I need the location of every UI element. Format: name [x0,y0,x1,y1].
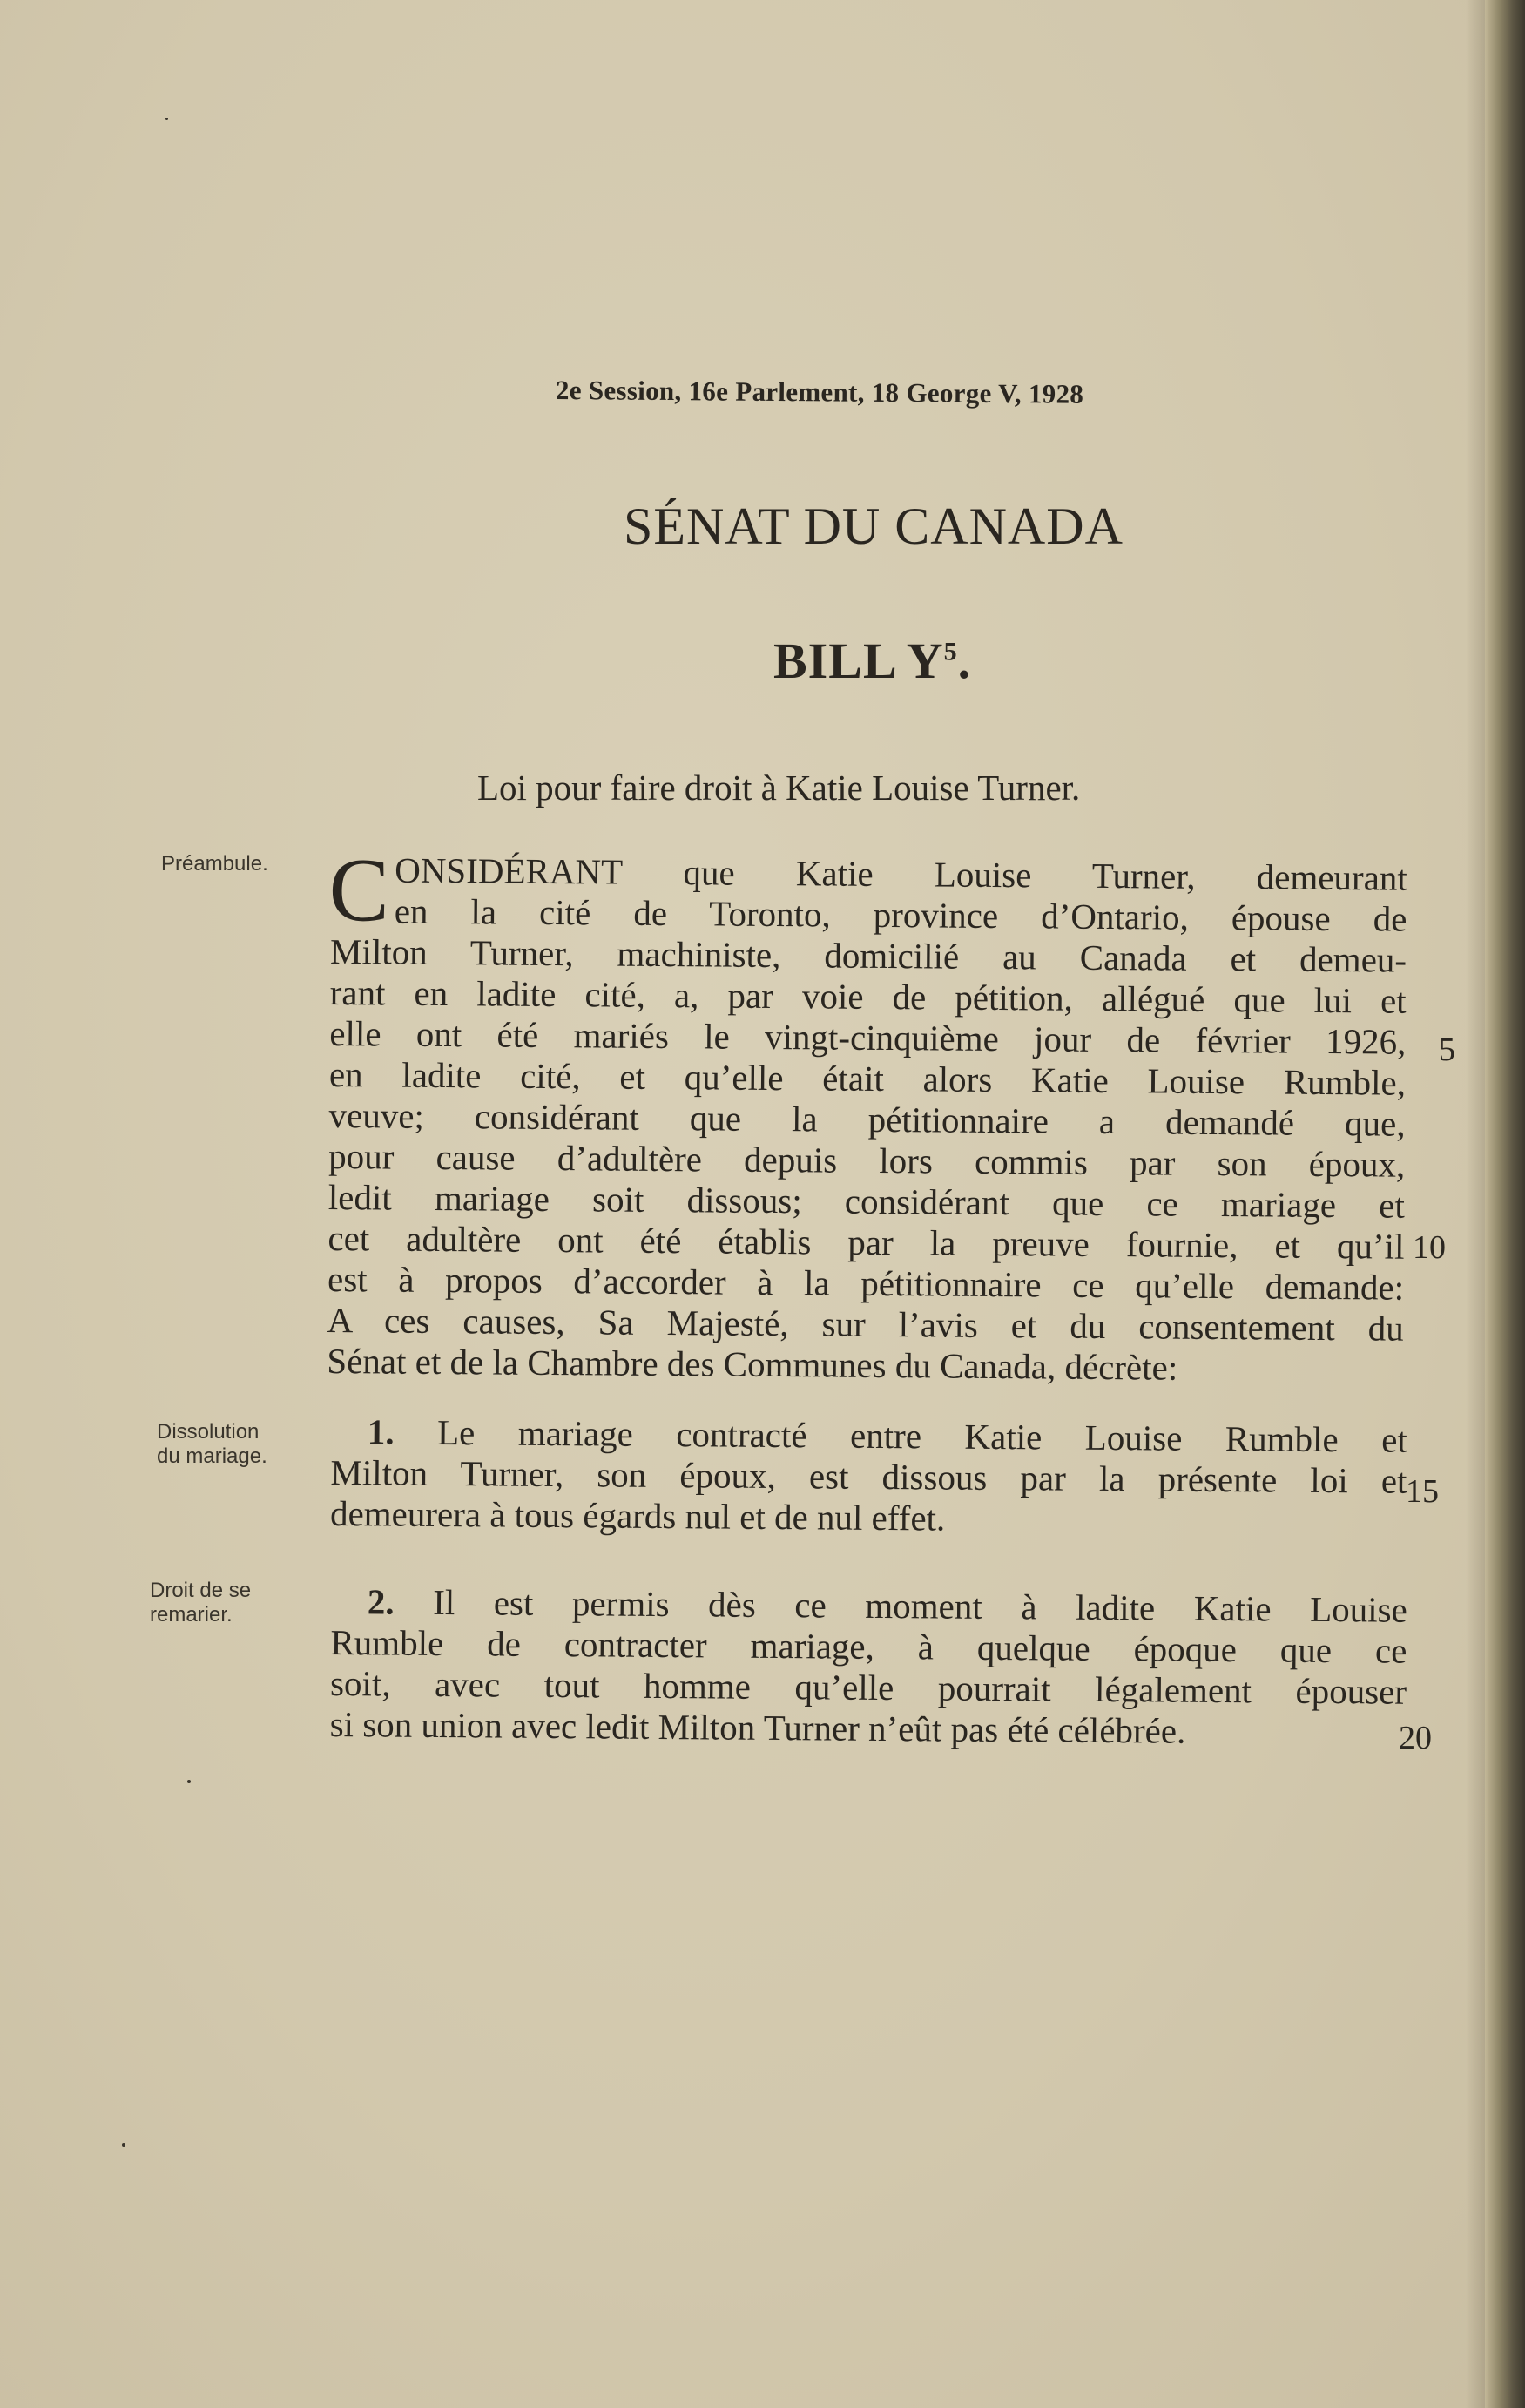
section-2-line-3: soit, avec tout homme qu’elle pourrait légalement épouser [329,1662,1407,1712]
preamble-line-5: elle ont été mariés le vingt-cinquième jour de février 1926, [329,1012,1407,1062]
drop-cap: C [328,839,390,941]
section-2 [330,1581,1407,1754]
preamble-line-7: veuve; considérant que la pétitionnaire a demandé que, [328,1094,1406,1144]
preamble-paragraph [327,839,1407,1390]
session-header: 2e Session, 16e Parlement, 18 George V, 1928 [555,375,1084,409]
preamble-line-3: Milton Turner, machiniste, domicilié au Canada et demeu- [329,930,1407,980]
section-1-line-2: Milton Turner, son époux, est dissous par la présente loi et [330,1451,1407,1501]
preamble-line-8: pour cause d’adultère depuis lors commis par son époux, [328,1135,1406,1185]
preamble-line-10: cet adultère ont été établis par la preuve fournie, et qu’il [327,1217,1405,1267]
section-2-line-4: si son union avec ledit Milton Turner n’eût pas été célébrée. [329,1703,1186,1751]
preamble-line-12: A ces causes, Sa Majesté, sur l’avis et du consentement du [327,1299,1404,1349]
book-spine [1485,0,1525,2408]
section-1 [330,1411,1407,1543]
preamble-line-11: est à propos d’accorder à la pétitionnaire ce qu’elle demande: [327,1258,1405,1308]
page-gutter-shadow [1466,0,1485,2408]
preamble-line-6: en ladite cité, et qu’elle était alors Katie Louise Rumble, [328,1053,1407,1103]
section-number: 1. [367,1411,395,1452]
section-2-line-2: Rumble de contracter mariage, à quelque époque que ce [330,1621,1407,1671]
margin-note-line: Droit de se [150,1579,252,1602]
line-number-5: 5 [1439,1032,1455,1068]
section-number: 2. [367,1581,395,1622]
chamber-title: SÉNAT DU CANADA [624,497,1124,555]
text-line: ONSIDÉRANT que Katie Louise Turner, demeurant [395,849,1407,898]
bill-period: . [957,632,972,689]
margin-note-dissolution [157,1420,267,1469]
bill-label: BILL Y [773,632,944,689]
text-line: Le mariage contracté entre Katie Louise Rumble et [436,1411,1407,1460]
bill-title [773,632,971,690]
bill-superscript: 5 [943,637,958,666]
preamble-line-4: rant en ladite cité, a, par voie de pétition, allégué que lui et [329,971,1407,1021]
preamble-line-9: ledit mariage soit dissous; considérant que ce mariage et [327,1176,1406,1226]
text-line: Il est permis dès ce moment à ladite Katie Louise [432,1581,1407,1630]
line-number-15: 15 [1406,1473,1439,1510]
preamble-line-2: en la cité de Toronto, province d’Ontario, épouse de [394,890,1407,939]
margin-note-line: Dissolution [157,1420,260,1444]
paper-speck [165,118,168,120]
bill-subtitle: Loi pour faire droit à Katie Louise Turner. [477,768,1081,808]
margin-note-line: du mariage. [157,1444,267,1468]
section-1-line-3: demeurera à tous égards nul et de nul effet. [329,1492,946,1539]
line-number-10: 10 [1413,1229,1446,1266]
line-number-20: 20 [1399,1720,1432,1756]
margin-note-remarry [150,1579,251,1627]
preamble-line-13: Sénat et de la Chambre des Communes du Canada, décrète: [327,1340,1178,1388]
paper-speck [122,2143,125,2147]
margin-note-line: remarier. [150,1603,233,1627]
margin-note-preamble: Préambule. [161,852,268,876]
paper-speck [187,1780,191,1783]
